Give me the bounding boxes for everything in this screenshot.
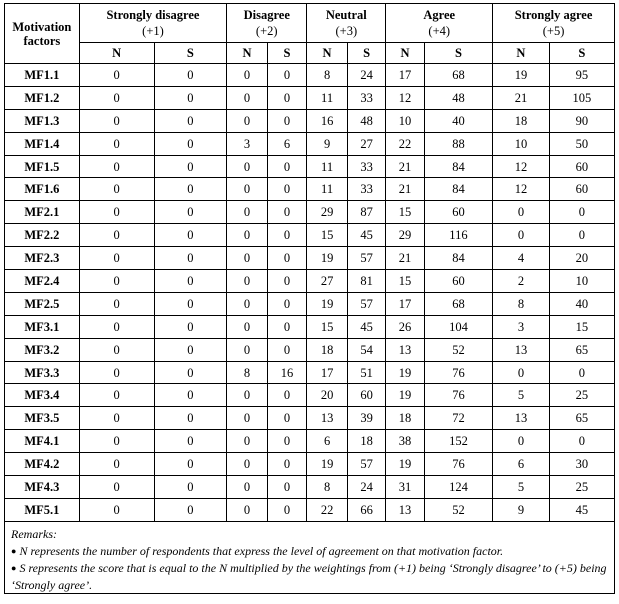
s-value-cell: 72 xyxy=(424,407,492,430)
s-value-cell: 10 xyxy=(549,270,614,293)
n-value-cell: 0 xyxy=(227,155,268,178)
s-value-cell: 60 xyxy=(347,384,385,407)
n-value-cell: 12 xyxy=(493,155,550,178)
s-value-cell: 39 xyxy=(347,407,385,430)
group-label: Strongly disagree xyxy=(106,8,200,22)
n-value-cell: 0 xyxy=(79,155,154,178)
s-value-cell: 45 xyxy=(347,224,385,247)
n-value-cell: 26 xyxy=(386,315,424,338)
n-value-cell: 29 xyxy=(386,224,424,247)
s-value-cell: 0 xyxy=(154,86,227,109)
s-value-cell: 57 xyxy=(347,453,385,476)
s-value-cell: 84 xyxy=(424,247,492,270)
s-value-cell: 0 xyxy=(154,315,227,338)
n-value-cell: 13 xyxy=(386,338,424,361)
s-value-cell: 25 xyxy=(549,476,614,499)
s-value-cell: 0 xyxy=(154,132,227,155)
group-weight: (+3) xyxy=(335,24,358,38)
table-row xyxy=(5,498,615,521)
n-value-cell: 19 xyxy=(493,64,550,87)
n-value-cell: 22 xyxy=(386,132,424,155)
table-row xyxy=(5,270,615,293)
n-value-cell: 0 xyxy=(227,384,268,407)
s-value-cell: 15 xyxy=(549,315,614,338)
group-label: Neutral xyxy=(325,8,367,22)
group-weight: (+1) xyxy=(142,24,164,38)
group-header-strongly-agree xyxy=(493,4,615,43)
s-value-cell: 45 xyxy=(549,498,614,521)
n-value-cell: 6 xyxy=(307,430,348,453)
s-value-cell: 0 xyxy=(154,178,227,201)
s-value-cell: 0 xyxy=(267,64,307,87)
n-value-cell: 38 xyxy=(386,430,424,453)
n-value-cell: 0 xyxy=(493,430,550,453)
table-row xyxy=(5,407,615,430)
n-value-cell: 10 xyxy=(386,109,424,132)
s-value-cell: 0 xyxy=(267,476,307,499)
s-value-cell: 0 xyxy=(267,178,307,201)
factor-cell: MF1.3 xyxy=(5,109,80,132)
n-value-cell: 11 xyxy=(307,155,348,178)
factor-cell: MF5.1 xyxy=(5,498,80,521)
n-value-cell: 0 xyxy=(227,64,268,87)
n-value-cell: 0 xyxy=(79,178,154,201)
n-value-cell: 6 xyxy=(493,453,550,476)
n-value-cell: 20 xyxy=(307,384,348,407)
n-value-cell: 0 xyxy=(227,476,268,499)
n-value-cell: 0 xyxy=(79,132,154,155)
s-value-cell: 76 xyxy=(424,384,492,407)
s-value-cell: 24 xyxy=(347,64,385,87)
n-value-cell: 0 xyxy=(79,430,154,453)
s-value-cell: 52 xyxy=(424,338,492,361)
factor-cell: MF1.4 xyxy=(5,132,80,155)
n-value-cell: 0 xyxy=(79,315,154,338)
n-value-cell: 29 xyxy=(307,201,348,224)
s-value-cell: 0 xyxy=(154,224,227,247)
n-value-cell: 12 xyxy=(386,86,424,109)
group-weight: (+5) xyxy=(542,24,565,38)
s-value-cell: 0 xyxy=(549,430,614,453)
s-value-cell: 48 xyxy=(424,86,492,109)
n-value-cell: 13 xyxy=(307,407,348,430)
s-value-cell: 81 xyxy=(347,270,385,293)
n-value-cell: 0 xyxy=(79,476,154,499)
n-value-cell: 19 xyxy=(386,384,424,407)
table-row xyxy=(5,430,615,453)
n-value-cell: 8 xyxy=(307,476,348,499)
remark-item-n xyxy=(11,543,614,560)
table-body xyxy=(5,64,615,522)
s-value-cell: 33 xyxy=(347,178,385,201)
s-value-cell: 0 xyxy=(267,430,307,453)
factor-cell: MF4.3 xyxy=(5,476,80,499)
n-value-cell: 0 xyxy=(493,361,550,384)
factor-cell: MF2.1 xyxy=(5,201,80,224)
factor-cell: MF4.2 xyxy=(5,453,80,476)
n-value-cell: 2 xyxy=(493,270,550,293)
n-value-cell: 0 xyxy=(79,201,154,224)
table-row xyxy=(5,476,615,499)
s-value-cell: 0 xyxy=(154,407,227,430)
s-value-cell: 104 xyxy=(424,315,492,338)
s-value-cell: 24 xyxy=(347,476,385,499)
remarks-title: Remarks: xyxy=(11,526,57,541)
remarks-box xyxy=(4,522,615,594)
n-value-cell: 11 xyxy=(307,178,348,201)
n-value-cell: 0 xyxy=(79,247,154,270)
n-value-cell: 15 xyxy=(307,224,348,247)
factor-cell: MF1.6 xyxy=(5,178,80,201)
group-header-strongly-disagree xyxy=(79,4,226,43)
n-value-cell: 0 xyxy=(227,178,268,201)
s-value-cell: 0 xyxy=(154,109,227,132)
n-value-cell: 18 xyxy=(307,338,348,361)
n-value-cell: 0 xyxy=(227,86,268,109)
n-value-cell: 19 xyxy=(307,453,348,476)
s-value-cell: 0 xyxy=(267,247,307,270)
n-value-cell: 16 xyxy=(307,109,348,132)
s-value-cell: 0 xyxy=(267,292,307,315)
s-value-cell: 0 xyxy=(267,86,307,109)
table-row xyxy=(5,178,615,201)
s-value-cell: 68 xyxy=(424,292,492,315)
n-value-cell: 15 xyxy=(386,270,424,293)
table-row xyxy=(5,384,615,407)
n-value-cell: 0 xyxy=(79,270,154,293)
n-value-cell: 0 xyxy=(493,224,550,247)
table-row xyxy=(5,247,615,270)
bullet-icon: ● xyxy=(11,562,17,573)
s-value-cell: 60 xyxy=(549,155,614,178)
s-value-cell: 84 xyxy=(424,155,492,178)
factor-cell: MF1.1 xyxy=(5,64,80,87)
n-column-header: N xyxy=(79,43,154,64)
factor-cell: MF3.5 xyxy=(5,407,80,430)
n-value-cell: 0 xyxy=(227,292,268,315)
n-value-cell: 17 xyxy=(386,64,424,87)
factor-cell: MF4.1 xyxy=(5,430,80,453)
n-value-cell: 17 xyxy=(386,292,424,315)
n-value-cell: 13 xyxy=(493,338,550,361)
n-value-cell: 4 xyxy=(493,247,550,270)
factor-cell: MF3.1 xyxy=(5,315,80,338)
group-header-disagree xyxy=(227,4,307,43)
n-value-cell: 0 xyxy=(79,384,154,407)
s-value-cell: 0 xyxy=(267,155,307,178)
factor-cell: MF2.3 xyxy=(5,247,80,270)
s-value-cell: 65 xyxy=(549,338,614,361)
s-value-cell: 0 xyxy=(267,407,307,430)
n-column-header: N xyxy=(493,43,550,64)
s-value-cell: 33 xyxy=(347,86,385,109)
s-value-cell: 0 xyxy=(154,338,227,361)
s-value-cell: 88 xyxy=(424,132,492,155)
n-value-cell: 0 xyxy=(493,201,550,224)
s-value-cell: 0 xyxy=(267,384,307,407)
s-value-cell: 0 xyxy=(267,498,307,521)
s-value-cell: 0 xyxy=(267,315,307,338)
s-value-cell: 68 xyxy=(424,64,492,87)
s-value-cell: 50 xyxy=(549,132,614,155)
n-value-cell: 11 xyxy=(307,86,348,109)
table-row xyxy=(5,338,615,361)
s-value-cell: 76 xyxy=(424,361,492,384)
n-value-cell: 3 xyxy=(493,315,550,338)
factor-cell: MF1.2 xyxy=(5,86,80,109)
s-value-cell: 0 xyxy=(154,476,227,499)
n-value-cell: 0 xyxy=(227,407,268,430)
table-row xyxy=(5,86,615,109)
remark-text: S represents the score that is equal to the N multiplied by the weightings from (+1) being ‘Strongly disagree’ to (+5) being ‘Strongly agree’. xyxy=(11,560,607,592)
s-value-cell: 105 xyxy=(549,86,614,109)
n-value-cell: 0 xyxy=(79,86,154,109)
n-value-cell: 0 xyxy=(227,498,268,521)
n-column-header: N xyxy=(386,43,424,64)
n-value-cell: 0 xyxy=(79,498,154,521)
n-value-cell: 27 xyxy=(307,270,348,293)
n-value-cell: 0 xyxy=(79,292,154,315)
table-row xyxy=(5,64,615,87)
factor-cell: MF3.2 xyxy=(5,338,80,361)
bullet-icon: ● xyxy=(11,545,17,556)
s-value-cell: 0 xyxy=(154,270,227,293)
n-value-cell: 21 xyxy=(386,178,424,201)
n-value-cell: 13 xyxy=(386,498,424,521)
s-value-cell: 40 xyxy=(549,292,614,315)
s-value-cell: 0 xyxy=(549,224,614,247)
s-value-cell: 0 xyxy=(154,361,227,384)
s-column-header: S xyxy=(347,43,385,64)
motivation-factors-table xyxy=(4,3,615,522)
n-value-cell: 0 xyxy=(79,453,154,476)
s-value-cell: 60 xyxy=(424,270,492,293)
s-value-cell: 25 xyxy=(549,384,614,407)
s-value-cell: 57 xyxy=(347,292,385,315)
s-value-cell: 0 xyxy=(154,64,227,87)
n-value-cell: 19 xyxy=(307,247,348,270)
s-value-cell: 0 xyxy=(267,201,307,224)
n-value-cell: 19 xyxy=(307,292,348,315)
s-column-header: S xyxy=(424,43,492,64)
s-value-cell: 0 xyxy=(267,338,307,361)
s-value-cell: 40 xyxy=(424,109,492,132)
table-row xyxy=(5,132,615,155)
s-value-cell: 0 xyxy=(154,201,227,224)
s-value-cell: 87 xyxy=(347,201,385,224)
n-value-cell: 17 xyxy=(307,361,348,384)
s-value-cell: 20 xyxy=(549,247,614,270)
n-column-header: N xyxy=(307,43,348,64)
group-weight: (+4) xyxy=(428,24,451,38)
table-row xyxy=(5,224,615,247)
table-row xyxy=(5,361,615,384)
n-value-cell: 0 xyxy=(79,224,154,247)
s-value-cell: 0 xyxy=(267,224,307,247)
remark-text: N represents the number of respondents that express the level of agreement on that motivation factor. xyxy=(19,543,504,558)
s-value-cell: 0 xyxy=(154,155,227,178)
n-value-cell: 0 xyxy=(227,338,268,361)
s-value-cell: 60 xyxy=(549,178,614,201)
s-value-cell: 0 xyxy=(154,498,227,521)
group-label: Agree xyxy=(423,8,456,22)
n-value-cell: 9 xyxy=(307,132,348,155)
n-value-cell: 0 xyxy=(79,407,154,430)
s-column-header: S xyxy=(549,43,614,64)
factor-cell: MF2.5 xyxy=(5,292,80,315)
n-value-cell: 10 xyxy=(493,132,550,155)
s-value-cell: 84 xyxy=(424,178,492,201)
n-value-cell: 19 xyxy=(386,361,424,384)
s-value-cell: 0 xyxy=(549,201,614,224)
n-value-cell: 13 xyxy=(493,407,550,430)
n-value-cell: 21 xyxy=(386,155,424,178)
s-value-cell: 52 xyxy=(424,498,492,521)
n-value-cell: 22 xyxy=(307,498,348,521)
s-value-cell: 0 xyxy=(267,453,307,476)
table-row xyxy=(5,155,615,178)
n-value-cell: 0 xyxy=(79,338,154,361)
n-value-cell: 5 xyxy=(493,384,550,407)
n-value-cell: 0 xyxy=(227,430,268,453)
n-value-cell: 0 xyxy=(79,361,154,384)
s-value-cell: 116 xyxy=(424,224,492,247)
subheader-row xyxy=(5,43,615,64)
n-value-cell: 9 xyxy=(493,498,550,521)
s-value-cell: 95 xyxy=(549,64,614,87)
table-row xyxy=(5,201,615,224)
s-value-cell: 16 xyxy=(267,361,307,384)
s-value-cell: 6 xyxy=(267,132,307,155)
n-value-cell: 0 xyxy=(79,109,154,132)
s-value-cell: 60 xyxy=(424,201,492,224)
n-value-cell: 21 xyxy=(386,247,424,270)
s-value-cell: 0 xyxy=(267,270,307,293)
n-value-cell: 18 xyxy=(386,407,424,430)
s-value-cell: 90 xyxy=(549,109,614,132)
n-column-header: N xyxy=(227,43,268,64)
table-row xyxy=(5,109,615,132)
s-value-cell: 30 xyxy=(549,453,614,476)
n-value-cell: 0 xyxy=(227,270,268,293)
group-header-neutral xyxy=(307,4,386,43)
n-value-cell: 12 xyxy=(493,178,550,201)
n-value-cell: 0 xyxy=(227,453,268,476)
n-value-cell: 0 xyxy=(227,224,268,247)
s-value-cell: 0 xyxy=(154,384,227,407)
factor-cell: MF3.4 xyxy=(5,384,80,407)
n-value-cell: 15 xyxy=(307,315,348,338)
factor-header-line1: Motivation xyxy=(12,19,72,34)
table-row xyxy=(5,453,615,476)
s-value-cell: 124 xyxy=(424,476,492,499)
s-value-cell: 0 xyxy=(154,430,227,453)
s-value-cell: 18 xyxy=(347,430,385,453)
factor-cell: MF3.3 xyxy=(5,361,80,384)
s-value-cell: 51 xyxy=(347,361,385,384)
table-row xyxy=(5,315,615,338)
n-value-cell: 3 xyxy=(227,132,268,155)
n-value-cell: 8 xyxy=(307,64,348,87)
s-column-header: S xyxy=(267,43,307,64)
group-label: Strongly agree xyxy=(514,8,593,22)
s-value-cell: 0 xyxy=(154,247,227,270)
n-value-cell: 0 xyxy=(227,315,268,338)
n-value-cell: 8 xyxy=(493,292,550,315)
factor-cell: MF1.5 xyxy=(5,155,80,178)
factor-column-header xyxy=(5,4,80,64)
group-label: Disagree xyxy=(243,8,290,22)
n-value-cell: 21 xyxy=(493,86,550,109)
s-value-cell: 0 xyxy=(267,109,307,132)
s-value-cell: 152 xyxy=(424,430,492,453)
table-container xyxy=(4,3,615,594)
n-value-cell: 5 xyxy=(493,476,550,499)
n-value-cell: 31 xyxy=(386,476,424,499)
n-value-cell: 15 xyxy=(386,201,424,224)
group-weight: (+2) xyxy=(255,24,278,38)
s-column-header: S xyxy=(154,43,227,64)
group-header-agree xyxy=(386,4,493,43)
s-value-cell: 57 xyxy=(347,247,385,270)
table-header xyxy=(5,4,615,64)
n-value-cell: 0 xyxy=(227,201,268,224)
n-value-cell: 0 xyxy=(227,109,268,132)
n-value-cell: 19 xyxy=(386,453,424,476)
n-value-cell: 0 xyxy=(227,247,268,270)
n-value-cell: 18 xyxy=(493,109,550,132)
s-value-cell: 0 xyxy=(154,453,227,476)
factor-cell: MF2.2 xyxy=(5,224,80,247)
s-value-cell: 27 xyxy=(347,132,385,155)
s-value-cell: 76 xyxy=(424,453,492,476)
s-value-cell: 33 xyxy=(347,155,385,178)
s-value-cell: 54 xyxy=(347,338,385,361)
n-value-cell: 0 xyxy=(79,64,154,87)
n-value-cell: 8 xyxy=(227,361,268,384)
s-value-cell: 48 xyxy=(347,109,385,132)
s-value-cell: 66 xyxy=(347,498,385,521)
table-row xyxy=(5,292,615,315)
s-value-cell: 0 xyxy=(549,361,614,384)
s-value-cell: 0 xyxy=(154,292,227,315)
s-value-cell: 45 xyxy=(347,315,385,338)
remark-item-s xyxy=(11,560,614,594)
s-value-cell: 65 xyxy=(549,407,614,430)
factor-cell: MF2.4 xyxy=(5,270,80,293)
factor-header-line2: factors xyxy=(23,33,61,48)
